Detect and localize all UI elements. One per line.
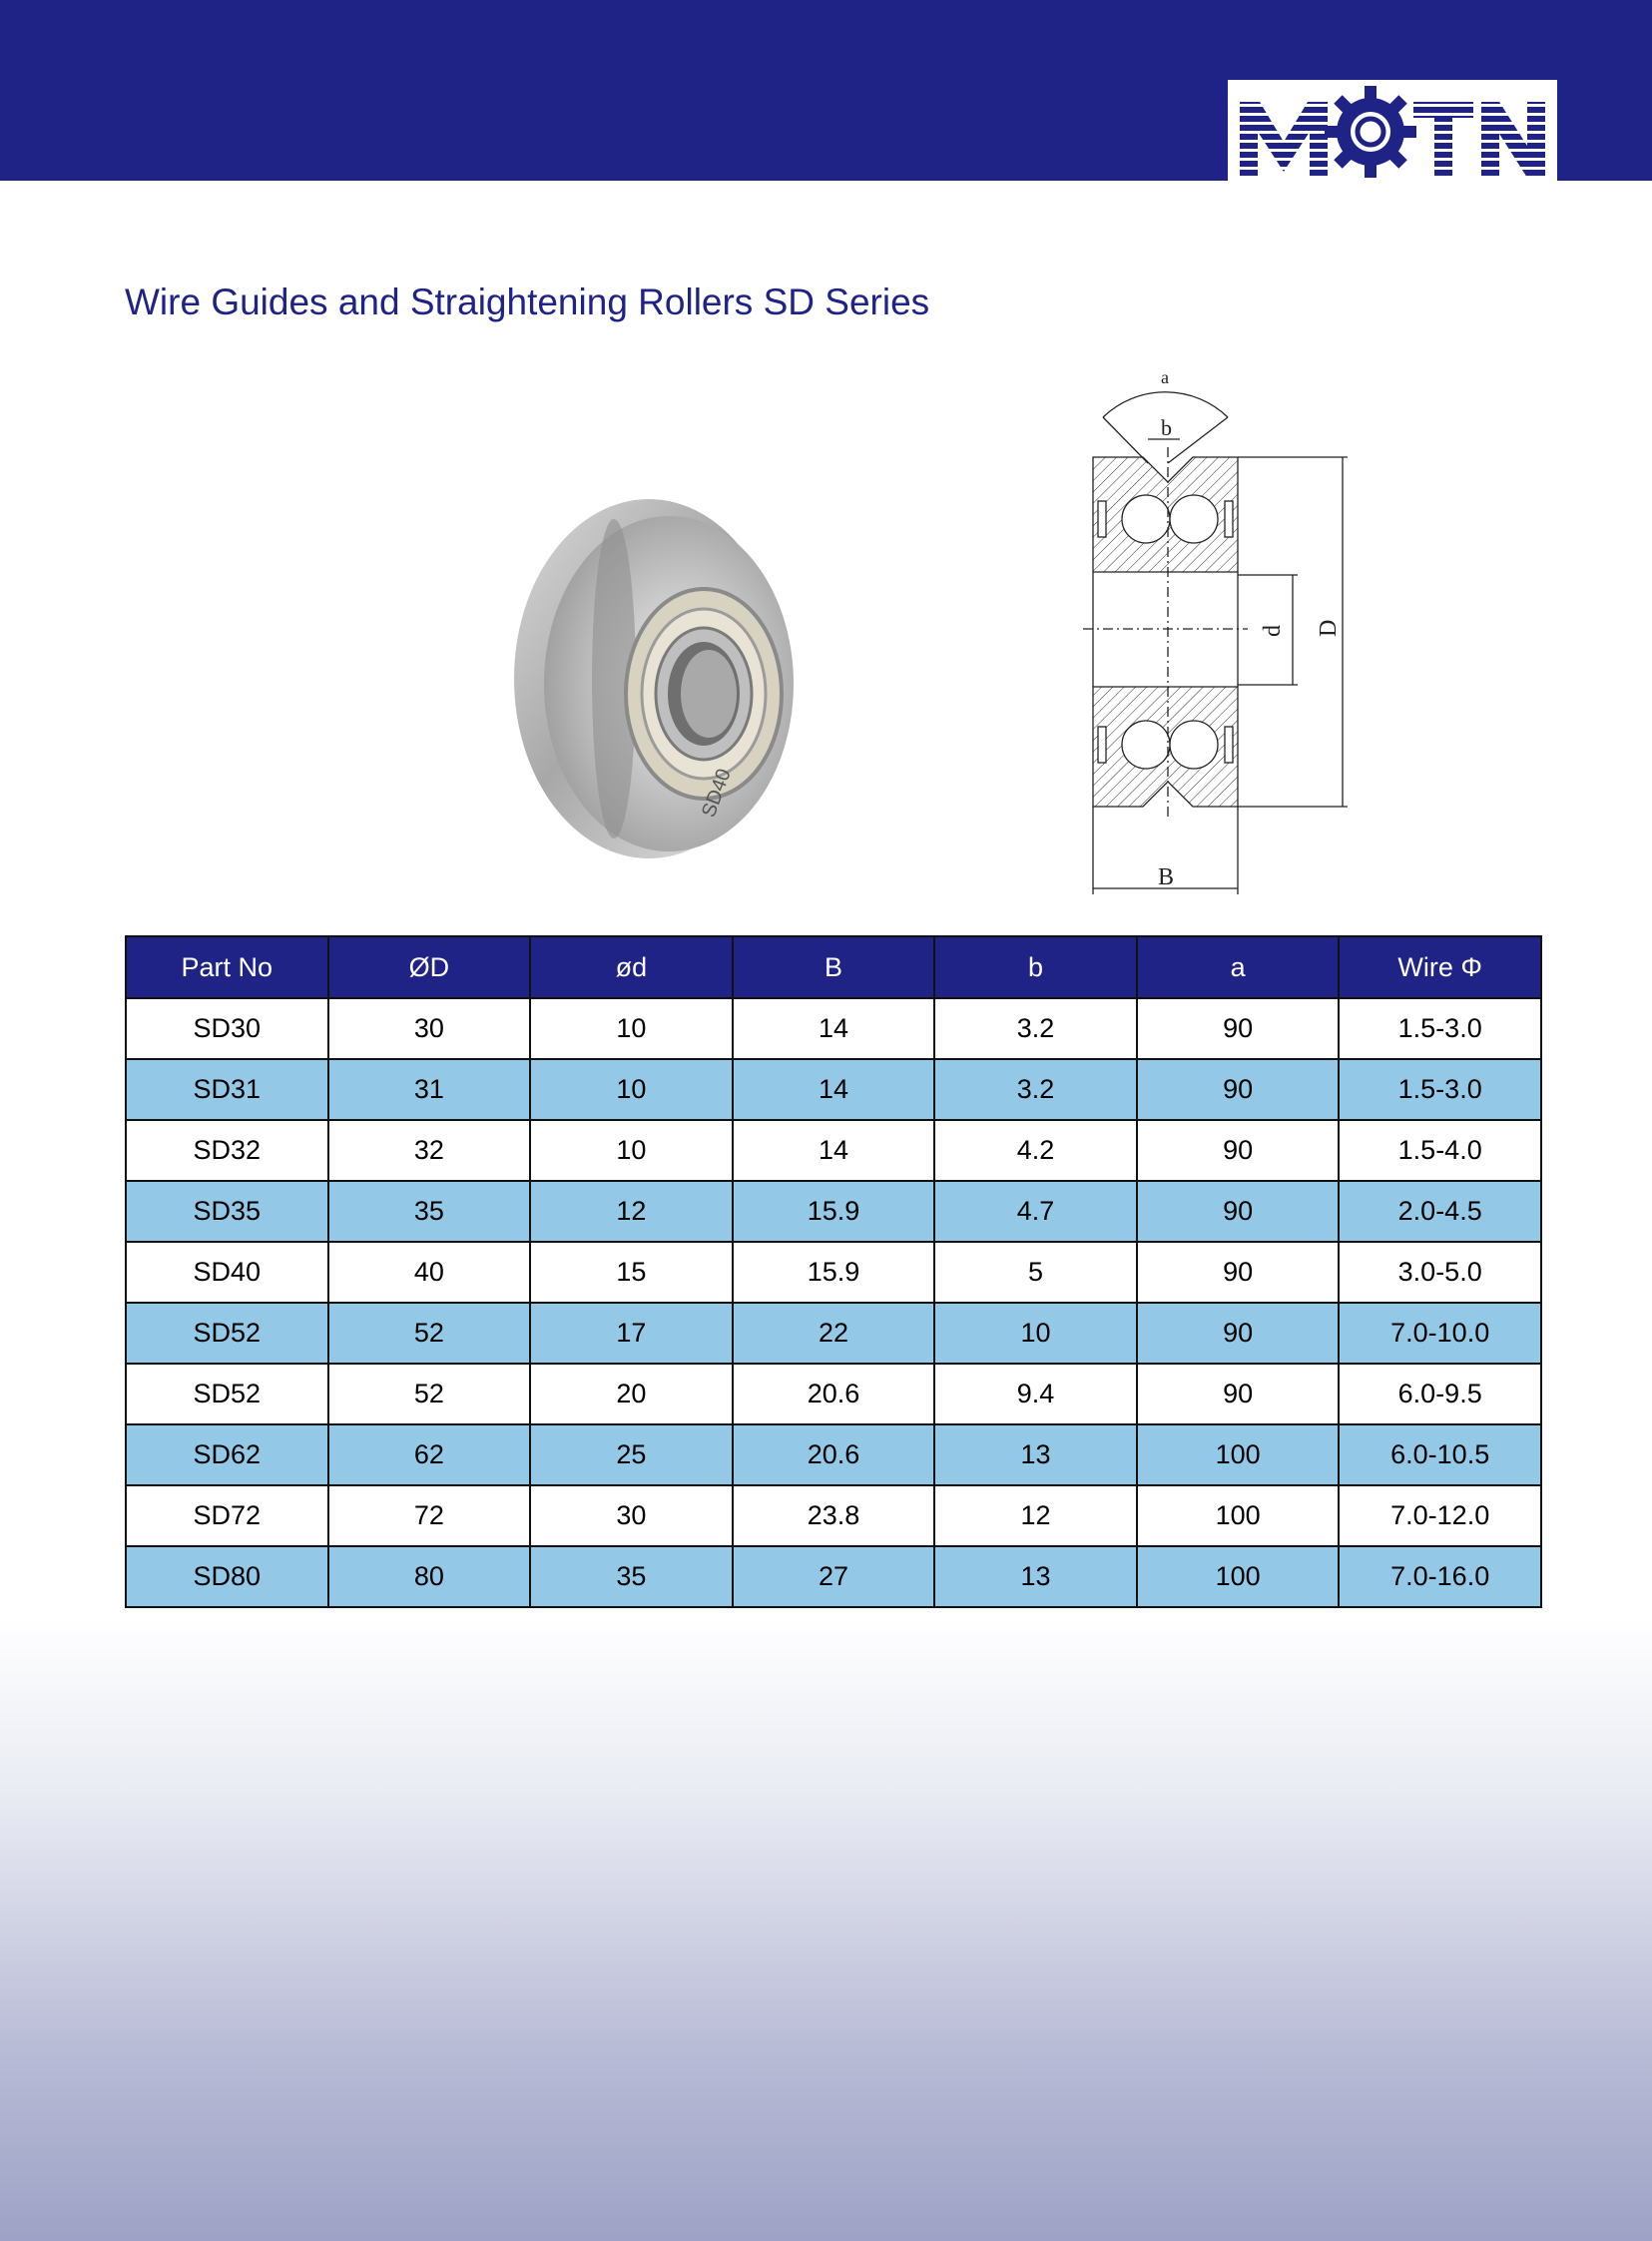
table-cell: SD80: [126, 1546, 328, 1607]
table-cell: SD40: [126, 1242, 328, 1303]
table-cell: SD72: [126, 1485, 328, 1546]
table-row: [126, 998, 1541, 1059]
table-cell: 22: [733, 1303, 935, 1364]
header-angle: a: [1137, 936, 1340, 998]
header-band: [0, 0, 1652, 181]
table-cell: 35: [530, 1546, 733, 1607]
header-width: B: [733, 936, 935, 998]
label-groove: b: [1161, 415, 1172, 440]
table-cell: 9.4: [934, 1364, 1137, 1424]
table-cell: 15: [530, 1242, 733, 1303]
table-cell: 10: [530, 1120, 733, 1181]
table-cell: 72: [328, 1485, 531, 1546]
table-cell: 35: [328, 1181, 531, 1242]
table-cell: 25: [530, 1424, 733, 1485]
header-groove: b: [934, 936, 1137, 998]
table-cell: 6.0-10.5: [1339, 1424, 1541, 1485]
label-outer: D: [1316, 619, 1342, 637]
table-cell: 3.2: [934, 1059, 1137, 1120]
table-cell: 80: [328, 1546, 531, 1607]
table-cell: 7.0-10.0: [1339, 1303, 1541, 1364]
table-cell: 13: [934, 1424, 1137, 1485]
table-cell: 14: [733, 998, 935, 1059]
table-cell: 90: [1137, 1120, 1340, 1181]
table-cell: 1.5-3.0: [1339, 1059, 1541, 1120]
header-bore-diameter: ød: [530, 936, 733, 998]
table-cell: 20.6: [733, 1424, 935, 1485]
table-cell: 90: [1137, 1303, 1340, 1364]
table-row: [126, 1424, 1541, 1485]
table-cell: 90: [1137, 1181, 1340, 1242]
table-row: [126, 1364, 1541, 1424]
cross-section-drawing: [1058, 357, 1358, 906]
product-photo: [499, 479, 828, 878]
table-cell: 62: [328, 1424, 531, 1485]
table-cell: 40: [328, 1242, 531, 1303]
table-cell: 3.0-5.0: [1339, 1242, 1541, 1303]
table-row: [126, 1242, 1541, 1303]
table-cell: 6.0-9.5: [1339, 1364, 1541, 1424]
table-cell: 17: [530, 1303, 733, 1364]
table-cell: SD35: [126, 1181, 328, 1242]
table-cell: SD62: [126, 1424, 328, 1485]
table-cell: 23.8: [733, 1485, 935, 1546]
table-cell: 10: [530, 1059, 733, 1120]
table-cell: 100: [1137, 1424, 1340, 1485]
table-cell: 7.0-12.0: [1339, 1485, 1541, 1546]
table-cell: 31: [328, 1059, 531, 1120]
table-cell: SD31: [126, 1059, 328, 1120]
table-row: [126, 1303, 1541, 1364]
photo-stamp: SD40: [698, 766, 736, 821]
table-row: [126, 1546, 1541, 1607]
spec-table: [125, 935, 1542, 1608]
table-cell: 100: [1137, 1546, 1340, 1607]
table-cell: 52: [328, 1364, 531, 1424]
table-cell: SD52: [126, 1364, 328, 1424]
table-cell: 20: [530, 1364, 733, 1424]
table-cell: SD32: [126, 1120, 328, 1181]
table-cell: 13: [934, 1546, 1137, 1607]
header-outer-diameter: ØD: [328, 936, 531, 998]
table-cell: 10: [530, 998, 733, 1059]
table-cell: 90: [1137, 1364, 1340, 1424]
table-cell: 100: [1137, 1485, 1340, 1546]
table-cell: 14: [733, 1120, 935, 1181]
table-cell: SD52: [126, 1303, 328, 1364]
table-cell: 4.2: [934, 1120, 1137, 1181]
table-cell: 12: [934, 1485, 1137, 1546]
table-cell: SD30: [126, 998, 328, 1059]
table-row: [126, 1120, 1541, 1181]
table-cell: 15.9: [733, 1242, 935, 1303]
table-cell: 90: [1137, 1242, 1340, 1303]
table-cell: 30: [328, 998, 531, 1059]
label-bore: d: [1260, 625, 1286, 637]
table-row: [126, 1181, 1541, 1242]
table-cell: 27: [733, 1546, 935, 1607]
table-cell: 5: [934, 1242, 1137, 1303]
table-cell: 20.6: [733, 1364, 935, 1424]
table-cell: 3.2: [934, 998, 1137, 1059]
table-cell: 12: [530, 1181, 733, 1242]
brand-logo: [1228, 80, 1557, 181]
table-cell: 30: [530, 1485, 733, 1546]
table-cell: 7.0-16.0: [1339, 1546, 1541, 1607]
table-cell: 15.9: [733, 1181, 935, 1242]
table-row: [126, 1059, 1541, 1120]
table-cell: 52: [328, 1303, 531, 1364]
table-cell: 32: [328, 1120, 531, 1181]
label-width: B: [1158, 864, 1175, 890]
table-header-row: [126, 936, 1541, 998]
label-angle: a: [1161, 367, 1169, 387]
header-part-no: Part No: [126, 936, 328, 998]
table-cell: 4.7: [934, 1181, 1137, 1242]
table-cell: 2.0-4.5: [1339, 1181, 1541, 1242]
table-cell: 1.5-3.0: [1339, 998, 1541, 1059]
header-wire: Wire Φ: [1339, 936, 1541, 998]
table-cell: 90: [1137, 998, 1340, 1059]
page-title: Wire Guides and Straightening Rollers SD Series: [125, 281, 930, 322]
table-cell: 10: [934, 1303, 1137, 1364]
table-cell: 90: [1137, 1059, 1340, 1120]
table-cell: 1.5-4.0: [1339, 1120, 1541, 1181]
table-row: [126, 1485, 1541, 1546]
table-cell: 14: [733, 1059, 935, 1120]
